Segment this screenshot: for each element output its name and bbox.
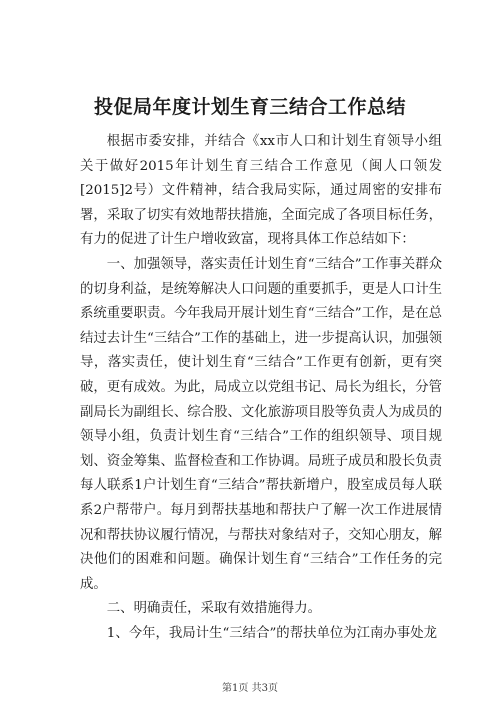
- paragraph-section-two-heading: 二、明确责任，采取有效措施得力。: [106, 601, 322, 617]
- page-number-footer: 第1页 共3页: [222, 683, 278, 694]
- document-title: 投促局年度计划生育三结合工作总结: [93, 96, 406, 118]
- paragraph-intro: 根据市委安排，并结合《xx市人口和计划生育领导小组关于做好2015年计划生育三结合工作意见（闽人口领发[2015]2号）文件精神，结合我局实际，通过周密的安排布署，采取了切实有效地帮扶措施，全面完成了各项目标任务，有力的促进了计生户增收致富，现将具体工作总结如下：: [80, 134, 442, 248]
- document-body: [80, 130, 442, 646]
- paragraph-section-one: 一、加强领导，落实责任计划生育“三结合”工作事关群众的切身利益，是统筹解决人口问题的重要抓手，更是人口计生系统重要职责。今年我局开展计划生育“三结合”工作，是在总结过去计生“三结合”工作的基础上，进一步提高认识，加强领导，落实责任，使计划生育“三结合”工作更有创新，更有突破，更有成效。为此，局成立以党组书记、局长为组长，分管副局长为副组长、综合股、文化旅游项目股等负责人为成员的领导小组，负责计划生育“三结合”工作的组织领导、项目规划、资金筹集、监督检查和工作协调。局班子成员和股长负责每人联系1户计划生育“三结合”帮扶新增户，股室成员每人联系2户帮带户。每月到帮扶基地和帮扶户了解一次工作进展情况和帮扶协议履行情况，与帮扶对象结对子，交知心朋友，解决他们的困难和问题。确保计划生育“三结合”工作任务的完成。: [80, 256, 442, 592]
- paragraph-section-two-item-one: 1、今年，我局计生“三结合”的帮扶单位为江南办事处龙: [106, 625, 437, 641]
